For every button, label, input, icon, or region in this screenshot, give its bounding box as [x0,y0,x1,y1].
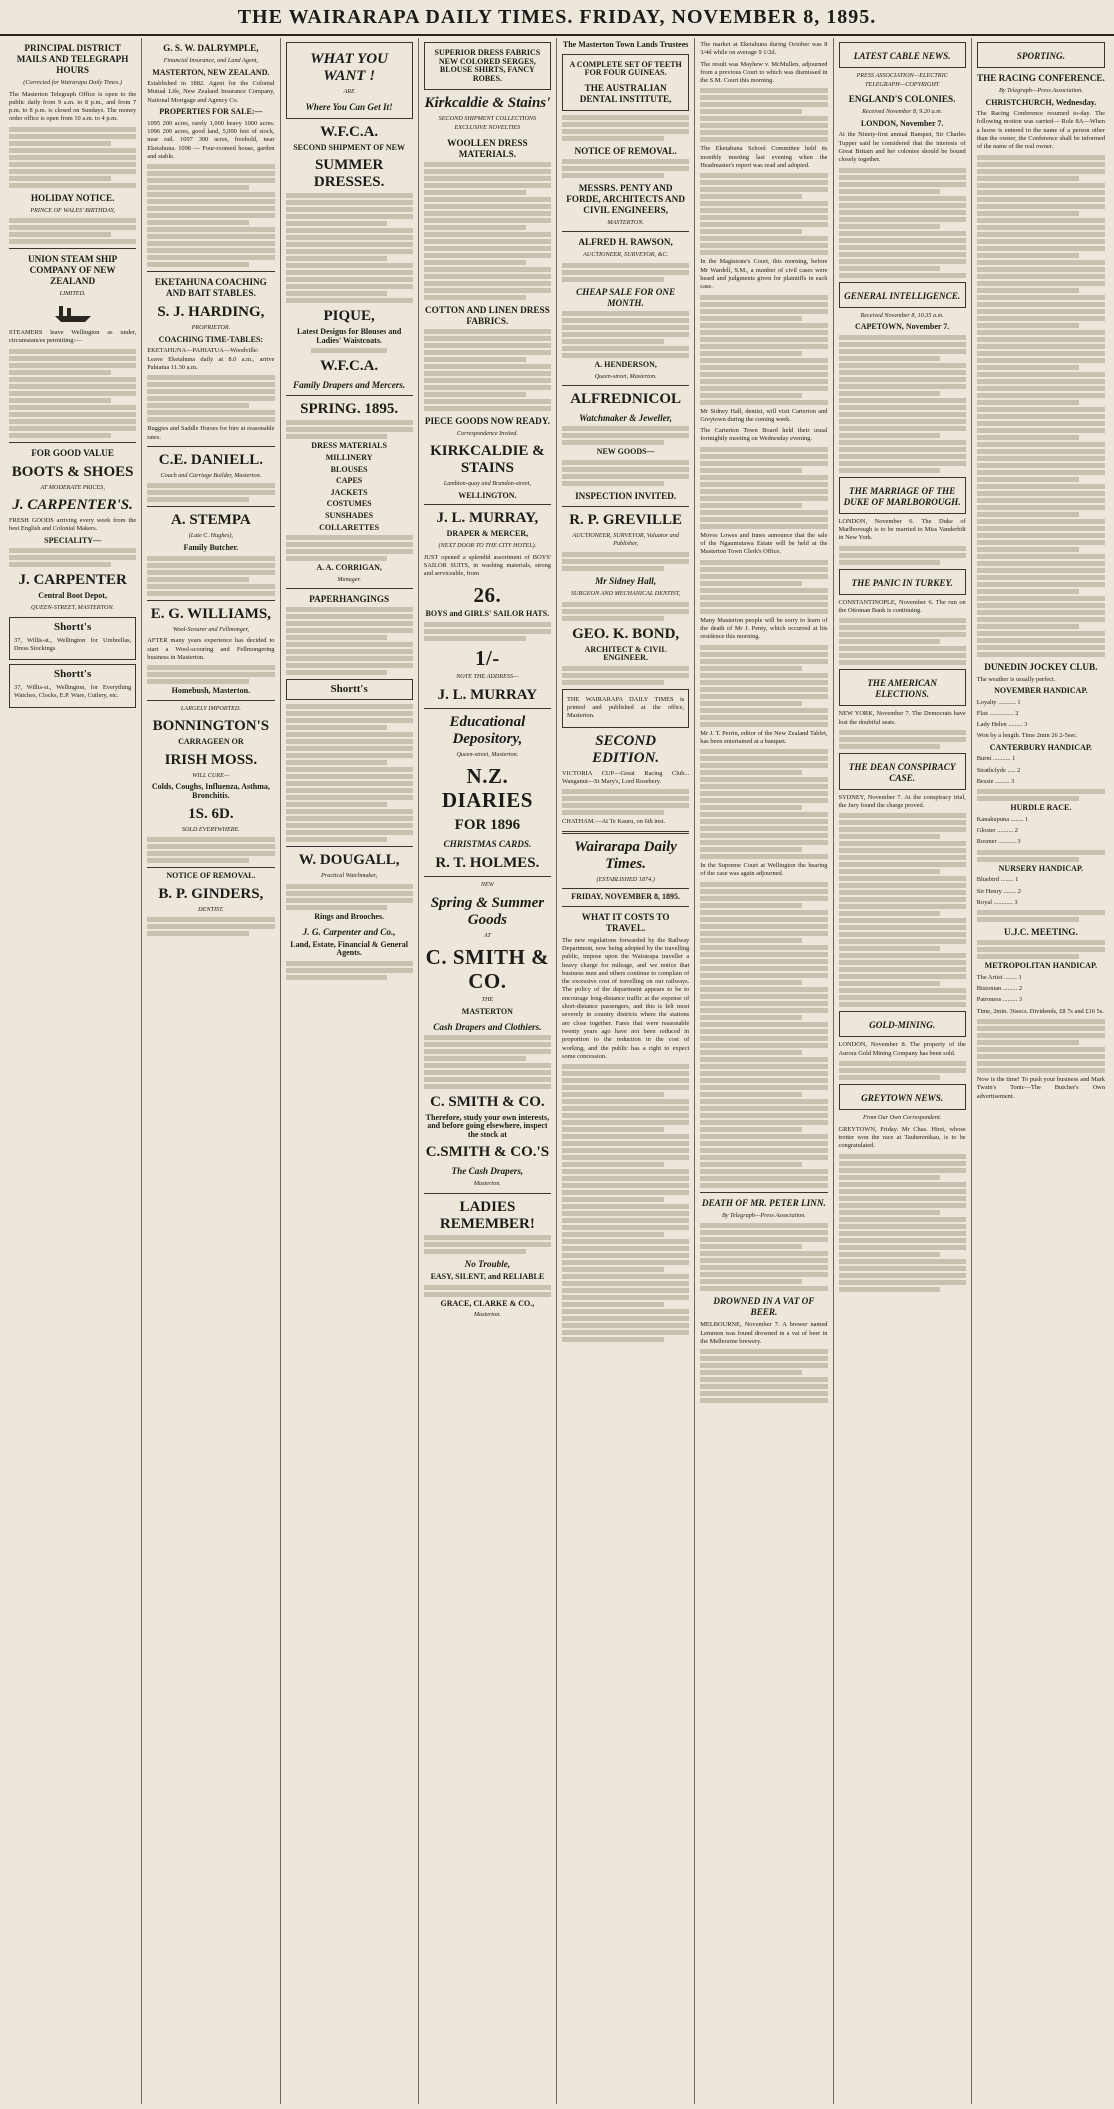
carpenter-heading: J. CARPENTER'S. [12,497,133,514]
masterton-3: MASTERTON. [607,218,644,226]
note-address: NOTE THE ADDRESS— [456,673,519,681]
what-you-want: WHAT YOU WANT ! [310,51,388,84]
weather: The weather is usually perfect. [976,675,1056,683]
union-subheading: LIMITED. [59,290,86,298]
dalrymple-heading: G. S. W. DALRYMPLE, [163,43,259,53]
superior-fabrics: SUPERIOR DRESS FABRICS NEW COLORED SERGES, BLOUSE SHIRTS, FANCY ROBES. [434,48,541,83]
shortts-ad-1 [9,617,136,661]
irish-moss: IRISH MOSS. [164,751,258,768]
buggies-text: Buggies and Saddle Horses for hire at reasonable rates. [147,425,275,441]
at-label: AT [483,931,491,939]
carpenter-name: J. CARPENTER [18,572,127,589]
mails-text: The Masterton Telegraph Office is open to the public daily from 9 a.m. to 8 p.m., and from 7 p.m. to 8 p.m. is closed on Sundays. The money order office is open from 10 a.m. to 4 p.m. [9,90,137,123]
penty-forde: MESSRS. PENTY AND FORDE, ARCHITECTS AND CIVIL ENGINEERS, [566,182,685,215]
metro-time: Time, 2min. 36secs. Dividends, £8 7s and £16 5s. [976,1007,1104,1015]
queen-street: Queen-street, Masterton. [456,750,519,758]
mails-subheading: (Corrected for Wairarapa Daily Times.) [23,79,122,86]
cup: CANTERBURY HANDICAP. [989,742,1092,752]
dougall-sub: Practical Watchmaker, [321,872,378,880]
cup-3: Bessie ......... 3 [976,777,1015,785]
american: THE AMERICAN ELECTIONS. [867,678,938,700]
stake-3: Royal ............ 3 [976,898,1018,906]
shortts-1-title: Shortt's [53,620,92,633]
williams-text: AFTER many years experience has decided to start a Wool-scouring and Fellmongering business in Masterton. [147,637,275,661]
marriage-box [839,477,966,514]
therefore: Therefore, study your own interests, and before going elsewhere, inspect the stock at [425,1112,550,1139]
marriage-text: LONDON, November 6. The Duke of Marlborough is to be married to Miss Vanderbilt in New York. [838,517,966,542]
dalrymple-text: Established in 1882. Agent for the Colonial Mutual Life, New Zealand Insurance Company, National Mortgage and Agency Co. [147,80,275,104]
american-box [839,669,966,706]
daniell-sub: Coach and Carriage Builder, Masterton. [160,471,262,479]
column-4 [419,38,557,2104]
masterton-2: Masterton. [473,1180,501,1188]
column-7 [834,38,972,2104]
dalrymple-place: MASTERTON, NEW ZEALAND. [152,67,270,77]
cup-2: Strathclyde ..... 2 [976,766,1021,774]
boys-suits: BOYS and GIRLS' SAILOR HATS. [425,609,550,619]
result-2: Flax ............... 2 [976,709,1019,717]
cash-drapers: Cash Drapers and Clothiers. [433,1021,542,1032]
englands-colonies: ENGLAND'S COLONIES. [848,94,956,105]
ujc: U.J.C. MEETING. [1003,927,1078,938]
shortts-2-title: Shortt's [53,668,92,681]
bond: GEO. K. BOND, [572,625,680,642]
wfca-2: W.F.C.A. [320,358,379,375]
ailments: Colds, Coughs, Influenza, Asthma, Bronchitis. [151,782,270,801]
removal-notice: NOTICE OF REMOVAL. [166,871,256,881]
holiday-subheading: PRINCE OF WALES' BIRTHDAY, [30,206,115,214]
racing-conference: THE RACING CONFERENCE. [976,73,1105,83]
hurdle-1: Kanakupuna ........ 1 [976,815,1029,823]
stempa-heading: A. STEMPA [171,512,251,529]
greytown-sub: From Our Own Correspondent. [862,1114,942,1122]
drowned: DROWNED IN A VAT OF BEER. [713,1296,815,1318]
shortts-ad-4 [286,679,413,700]
millinery: MILLINERY [325,452,373,462]
greytown: GREYTOWN NEWS. [861,1093,944,1104]
column-6 [695,38,833,2104]
largely-imported: LARGELY IMPORTED. [180,704,241,712]
columns [4,38,1110,2104]
metro-3: Patroness ......... 3 [976,996,1023,1004]
bonnington-price: 1S. 6D. [188,805,234,822]
dunedin: DUNEDIN JOCKEY CLUB. [984,661,1098,672]
complete-teeth: A COMPLETE SET OF TEETH FOR FOUR GUINEAS. [569,59,682,78]
correspondence: Correspondence Invited. [456,429,518,437]
capes: CAPES [336,476,363,486]
shortts-2-text: 37, Willis-st., Wellington, for Everything Watches, Clocks, E.P. Ware, Cutlery, etc. [14,684,132,700]
williams-heading: E. G. WILLIAMS, [150,605,271,622]
removal-notice-2: NOTICE OF REMOVAL. [574,145,677,156]
rawson-sub: AUCTIONEER, SURVEYOR, &C. [583,251,669,259]
stempa-trade: Family Butcher. [183,543,239,553]
woollen-dress: WOOLLEN DRESS MATERIALS. [447,137,528,159]
christmas-cards: CHRISTMAS CARDS. [443,839,532,850]
piece-goods: PIECE GOODS NOW READY. [424,415,550,426]
general-intel-box [839,282,966,308]
town-lands: The Masterton Town Lands Trustees [562,40,689,49]
paperhangings: PAPERHANGINGS [309,594,390,605]
the-label: THE [481,996,494,1004]
cable-box [839,42,966,68]
grace: GRACE, CLARKE & CO., [440,1298,535,1308]
coaching-text: EKETAHUNA—PAHIATUA—Woodville: Leave Eketahuna daily at 8.0 a.m., arrive Pahiatua 11.30 a.m. [147,347,275,371]
stake-1: Bluebird ........ 1 [976,876,1019,884]
good-value: FOR GOOD VALUE [31,447,115,458]
general-intel: GENERAL INTELLIGENCE. [844,290,961,301]
ladies: LADIES REMEMBER! [439,1198,535,1232]
educational: Educational Depository, [449,713,526,747]
panic-text: CONSTANTINOPLE, November 6. The run on the Ottoman Bank is continuing. [838,598,966,614]
gold-text: LONDON, November 8. The property of the Aurora Gold Mining Company has been sold. [838,1041,966,1057]
carpenter-depot: Central Boot Depot, [38,591,107,601]
press-sporting: By Telegraph—Press Association. [998,87,1083,94]
hurdle-2: Gloster .......... 2 [976,827,1018,835]
gold: GOLD-MINING. [869,1020,936,1031]
holiday-heading: HOLIDAY NOTICE. [30,192,115,203]
results-1: NOVEMBER HANDICAP. [994,685,1088,695]
diaries: N.Z. DIARIES [441,764,533,813]
carpenter-text: FRESH GOODS arriving every week from the best English and Colonial Makers. [9,517,137,533]
panic-box [839,569,966,595]
gold-box [839,1011,966,1037]
costumes: COSTUMES [326,499,372,509]
new-goods: NEW GOODS— [596,447,655,457]
spring-1895: SPRING. 1895. [300,401,399,418]
price-1: 1/- [474,646,500,671]
capetown: CAPETOWN, November 7. [854,322,950,332]
carpenter-co: J. G. Carpenter and Co., [302,926,396,937]
blouses: BLOUSES [330,464,368,474]
bond-sub: ARCHITECT & CIVIL ENGINEER. [584,644,667,663]
union-heading: UNION STEAM SHIP COMPANY OF NEW ZEALAND [27,254,118,287]
sporting: SPORTING. [1016,51,1065,61]
harding-sub: PROPRIETOR. [191,324,231,332]
teeth-box [562,54,689,111]
paper-title: Wairarapa Daily Times. [574,838,677,872]
latest-cable: LATEST CABLE NEWS. [853,51,951,61]
kirkcaldie-heading: Kirkcaldie & Stains' [424,95,551,112]
para-7: Moves Lowes and Innes announce that the sale of the Ngaumutawa Estate will be held at the Masterton Town Clerk's Office. [700,531,828,556]
lambton: Lambton-quay and Brandon-street, [443,480,531,488]
dean-box [839,753,966,790]
para-2: The result was Mayhew v. McMullen, adjourned from a previous Court to which was dismissed in the S.M. Court this morning. [700,60,828,85]
shortts-4-title: Shortt's [330,683,368,696]
dentist-label: DENTIST. [198,905,224,913]
greytown-box [839,1084,966,1110]
second-shipment: SECOND SHIPMENT OF NEW [293,142,406,152]
henderson: A. HENDERSON, [594,359,657,369]
column-5 [557,38,695,2104]
bonnington-heading: BONNINGTON'S [152,718,270,735]
eketahuna-heading: EKETAHUNA COACHING AND BAIT STABLES. [154,277,267,299]
dress-materials: DRESS MATERIALS [311,441,387,451]
column-2 [142,38,280,2104]
wfca-1: W.F.C.A. [320,123,379,140]
price-26: 26. [473,583,502,608]
smith-heading: C. SMITH & CO. [425,945,550,994]
cheap-sale: CHEAP SALE FOR ONE MONTH. [576,286,676,308]
jackets: JACKETS [330,487,368,497]
dougall-heading: W. DOUGALL, [298,852,400,869]
greytown-text: GREYTOWN, Friday. Mr Chas. Hirst, whose trotter won the race at Tauherenikau, is to be congratulated. [838,1125,966,1150]
peter-linn: DEATH OF MR. PETER LINN. [701,1197,826,1208]
kirkcaldie-sub: SECOND SHIPMENT COLLECTIONS EXCLUSIVE NOVELTIES [438,115,537,131]
greville-sub: AUCTIONEER, SURVEYOR, Valuator and Publisher, [572,531,679,548]
sunshades: SUNSHADES [325,510,374,520]
established: (ESTABLISHED 1874.) [596,875,655,883]
second-edition-text: VICTORIA CUP—Great Racing Club... Wanganui—St Mary's, Lord Rosebery. [562,769,690,785]
dean: THE DEAN CONSPIRACY CASE. [848,761,956,783]
greville: R. P. GREVILLE [569,511,683,528]
london-text: At the Ninety-first annual Banquet, Sir Charles Tupper said he considered that the interests of Great Britain and her colonies should be bound closely together. [838,131,966,164]
properties-text: 1095 200 acres, rarely 1,000 heavy 1000 acres. 1096 200 acres, good land, 5,000 feet of stock, near rail. 1097 300 acres, freehold, near Eketahuna. 1098 — Four-roomed house, garden and stable. [147,119,275,160]
cash-2: The Cash Drapers, [451,1166,524,1177]
murray-heading: J. L. MURRAY, [436,510,539,527]
harding-heading: S. J. HARDING, [157,304,265,321]
steamship-icon [53,302,93,326]
corrigan: A. A. CORRIGAN, [316,563,382,573]
hurdles: HURDLE RACE. [1010,803,1072,813]
collarettes: COLLARETTES [319,522,380,532]
cup-1: Burnt ........... 1 [976,755,1016,763]
para-10: In the Supreme Court at Wellington the hearing of the case was again adjourned. [700,862,828,878]
shortts-ad-2 [9,664,136,708]
peter-linn-sub: By Telegraph—Press Association. [721,1211,806,1219]
mr-hall: Mr Sidney Hall, [595,575,657,586]
corrigan-sub: Manager. [337,575,361,583]
moderate-prices: AT MODERATE PRICES, [40,483,105,491]
properties-heading: PROPERTIES FOR SALE:— [159,107,263,117]
want-box [286,42,413,119]
kirkcaldie-2: KIRKCALDIE & STAINS [430,443,545,477]
smith-3: C.SMITH & CO.'S [425,1144,550,1161]
mr-hall-sub: SURGEON AND MECHANICAL DENTIST, [570,589,681,597]
rawson: ALFRED H. RAWSON, [578,237,673,248]
second-text-2: CHATHAM.—At Te Kauru, on 6th inst. [562,818,666,826]
boots-shoes: BOOTS & SHOES [11,463,134,480]
panic: THE PANIC IN TURKEY. [851,577,953,588]
column-3 [281,38,419,2104]
williams-sub: Wool-Scourer and Fellmonger, [172,625,249,633]
para-1: The market at Eketahuna during October was 8 3/4d while on average 9 1/2d. [700,41,828,57]
daily-times-office: THE WAIRARAPA DAILY TIMES is printed and published at the office, Masterton. [567,695,685,720]
para-3: The Eketahuna School Committee held its monthly meeting last evening when the Headmaster's report was read and adopted. [700,145,828,170]
carpenter-street: QUEEN-STREET, MASTERTON. [31,603,115,611]
second-edition: SECOND EDITION. [592,732,660,766]
dalrymple-sub: Financial Insurance, and Land Agent, [163,57,259,64]
marriage: THE MARRIAGE OF THE DUKE OF MARLBOROUGH. [843,485,961,507]
received-1: Received November 8, 9.20 a.m. [862,108,943,116]
for-1896: FOR 1896 [454,817,521,834]
received-2: Received November 8, 10.35 a.m. [860,311,944,319]
dental-institute: THE AUSTRALIAN DENTAL INSTITUTE, [579,82,672,104]
grace-place: Masterton. [473,1311,501,1319]
alfrednicol: ALFREDNICOL [570,391,682,408]
masterton-label: MASTERTON [461,1006,513,1016]
murray-sub: DRAPER & MERCER, [446,529,529,539]
rider: Now is the time! To push your business and Mark Twain's Tonic—The Butcher's Own advertisement. [976,1075,1105,1100]
ginders-heading: B. P. GINDERS, [158,885,264,902]
spring-goods: Spring & Summer Goods [430,894,545,928]
christchurch: CHRISTCHURCH, Wednesday. [985,97,1097,107]
williams-address: Homebush, Masterton. [171,686,251,696]
sporting-box [977,42,1105,68]
column-8 [972,38,1110,2104]
new-label: NEW [480,881,494,889]
superior-box [424,42,551,90]
easy-silent: EASY, SILENT, and RELIABLE [430,1271,545,1281]
speciality: SPECIALITY— [44,535,102,545]
win-1: Won by a length. Time 2min 26 2-5sec. [976,732,1078,740]
stake-2: Sir Henry ........ 2 [976,887,1021,895]
stempa-sub: (Late C. Hughes), [188,532,234,540]
wellington: WELLINGTON. [458,490,517,500]
watchmaker: Watchmaker & Jeweller, [579,413,673,424]
drowned-text: MELBOURNE, November 7. A brewer named Lemmon was found drowned in a vat of beer in the Melbourne brewery. [700,1321,828,1345]
are-label: ARE [343,88,355,95]
para-9: Mr J. T. Perrin, editor of the New Zealand Tablet, has been entertained at a banquet. [700,729,828,745]
daily-times-box [562,689,689,728]
land-agents: Land, Estate, Financial & General Agents. [290,939,409,958]
masthead: THE WAIRARAPA DAILY TIMES. FRIDAY, NOVEMBER 8, 1895. [0,0,1114,36]
stakes: NURSERY HANDICAP. [998,863,1084,873]
metropolitan: METROPOLITAN HANDICAP. [984,961,1098,971]
american-text: NEW YORK, November 7. The Democrats have lost the doubtful seats. [838,710,966,726]
editorial-text: The new regulations forwarded by the Railway Department, now being adopted by the travelling public, impose upon the Wairarapa traveller a heavy charge for mileage, and we notice that business men and others continue to complain of the excessive cost of travelling on our railways. The policy of the department appears to be to encourage long-distance traffic at the expense of short-distance passengers, and this is felt most severely in country districts where the stations are close together. Fares that were reasonable twenty years ago have not been reduced in proportion to the reduction in the cost of working, and the public has a right to expect some concession. [562,936,690,1060]
issue-date: FRIDAY, NOVEMBER 8, 1895. [571,892,680,902]
inspection: INSPECTION INVITED. [575,490,677,501]
mails-heading: PRINCIPAL DISTRICT MAILS AND TELEGRAPH HOURS [16,43,129,75]
pique: PIQUE, [323,308,375,325]
holmes: R. T. HOLMES. [435,855,540,872]
shortts-1-text: 37, Willis-st., Wellington for Umbrellas, Dress Stockings [14,636,132,652]
will-cure: WILL CURE— [192,771,230,779]
para-8: Many Masterton people will be sorry to learn of the death of Mr J. Penty, which occurred at his residence this morning. [700,616,828,641]
conference-text: The Racing Conference resumed to-day. The following motion was carried— Role 8A—When a horse is entered in the name of a person other than the owner, the Conference shall be informed of the name of the real owner. [976,110,1105,151]
family-drapers: Family Drapers and Mercers. [292,380,406,391]
editorial-title: WHAT IT COSTS TO TRAVEL. [581,911,670,933]
summer-dresses: SUMMER DRESSES. [313,157,385,191]
murray-next: (NEXT DOOR TO THE CITY HOTEL). [438,541,537,549]
para-6: The Carterton Town Board held their usual fortnightly meeting on Wednesday evening. [700,427,828,443]
london-1: LONDON, November 7. [860,118,944,128]
henderson-sub: Queen-street, Masterton. [594,372,657,380]
column-1 [4,38,142,2104]
no-trouble: No Trouble, [464,1258,511,1269]
cotton-linen: COTTON AND LINEN DRESS FABRICS. [425,304,550,326]
result-3: Lady Helen ......... 3 [976,721,1028,729]
sold-everywhere: SOLD EVERYWHERE. [181,825,240,833]
rings: Rings and Brooches. [314,911,385,921]
press-assoc: PRESS ASSOCIATION—ELECTRIC TELEGRAPH—COPYRIGHT [856,72,948,88]
metro-2: Bistonian ......... 2 [976,985,1023,993]
where-label: Where You Can Get It! [305,101,393,112]
hurdle-3: Rosmer ........... 3 [976,838,1021,846]
dean-text: SYDNEY, November 7. At the conspiracy trial, the Jury found the charge proved. [838,793,966,810]
union-text: STEAMERS leave Wellington as under, circumstances permitting:— [9,328,137,345]
daniell-heading: C.E. DANIELL. [158,451,263,468]
murray-text: JUST opened a splendid assortment of BOYS' SAILOR SUITS, in washing materials, strong and serviceable, from [423,553,551,578]
carrageen: CARRAGEEN OR [178,737,244,747]
smith-2: C. SMITH & CO. [430,1093,545,1110]
para-5: Mr Sidney Hall, dentist, will visit Carterton and Greytown during the coming week. [700,407,828,423]
latest-designs: Latest Designs for Blouses and Ladies' Waistcoats. [296,327,402,345]
metro-1: The Artist ........ 1 [976,973,1022,981]
para-4: In the Magistrate's Court, this morning, before Mr Wardell, S.M., a number of civil cases were heard and judgments given for plaintiffs in each case. [700,258,828,291]
murray-2: J. L. MURRAY [437,686,538,703]
result-1: Loyalty ........... 1 [976,698,1021,706]
coaching-heading: COACHING TIME-TABLES: [158,334,264,344]
